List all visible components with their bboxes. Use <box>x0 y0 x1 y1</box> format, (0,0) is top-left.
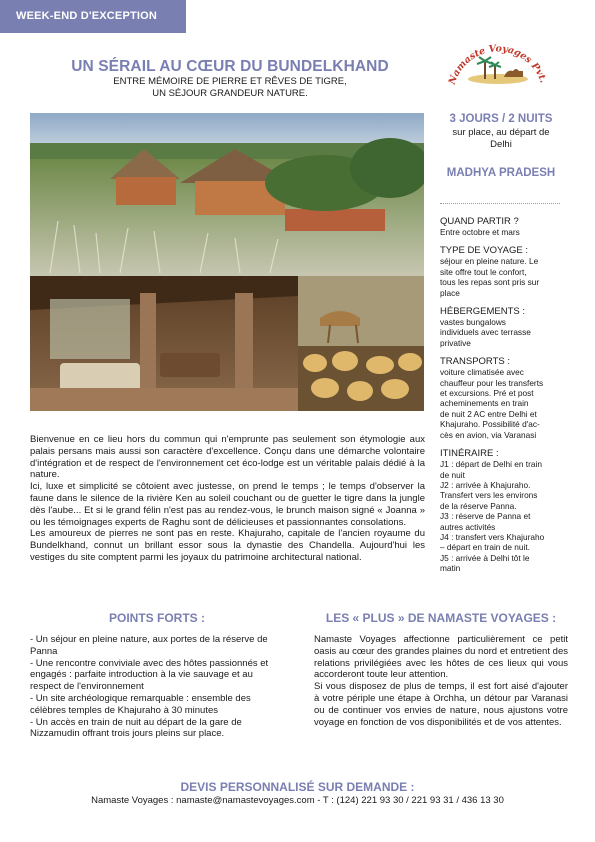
info-line: J3 : réserve de Panna et <box>440 511 531 522</box>
info-line: Transfert vers les environs <box>440 490 538 501</box>
info-heading: QUAND PARTIR ? <box>440 216 519 227</box>
points-forts-heading: POINTS FORTS : <box>109 611 205 625</box>
plus-paragraph: Si vous disposez de plus de temps, il est fort aisé d'ajouter à votre périple une étape à Orchha, un détour par Varanasi ou de continuer vos envies de nature, nous ajustons votre voyage en fonction de vos disponibilités et de vos attentes. <box>314 681 568 728</box>
info-line: Entre octobre et mars <box>440 227 520 237</box>
info-line: cès en avion, via Varanasi <box>440 429 537 440</box>
info-accommodation <box>440 306 570 348</box>
points-forts-list <box>30 634 284 740</box>
region-label: MADHYA PRADESH <box>446 167 556 179</box>
info-line: de la réserve Panna. <box>440 500 517 511</box>
info-line: acheminements en train <box>440 398 529 409</box>
duration-sub-line: Delhi <box>490 139 512 150</box>
duration-sub <box>436 127 566 151</box>
info-line: chauffeur pour les transferts <box>440 377 544 388</box>
info-line: J5 : arrivée à Delhi tôt le <box>440 552 530 563</box>
contact-line: Namaste Voyages : namaste@namastevoyages.com - T : (124) 221 93 30 / 221 93 31 / 436 13 30 <box>91 795 504 806</box>
body-paragraph: Les amoureux de pierres ne sont pas en reste. Khajuraho, capitale de l'ancien royaume du Bundelkhand, connut un brillant essor sous la dynastie des Chandella. Aujourd'hui les vestiges du site comptent parmi les joyaux du patrimoine architectural national. <box>30 528 425 563</box>
list-item: - Un séjour en pleine nature, aux portes de la réserve de Panna <box>30 634 268 657</box>
company-logo <box>444 35 552 95</box>
list-item: - Un site archéologique remarquable : ensemble des célèbres temples de Khajuraho à 30 minutes <box>30 692 251 716</box>
plus-heading: LES « PLUS » DE NAMASTE VOYAGES : <box>325 611 557 625</box>
hero-photo-collage <box>30 113 424 411</box>
page-title: UN SÉRAIL AU CŒUR DU BUNDELKHAND <box>71 58 389 75</box>
info-line: tous les repas sont pris sur <box>440 277 540 288</box>
info-trip-type <box>440 245 570 298</box>
subtitle-line: ENTRE MÉMOIRE DE PIERRE ET RÊVES DE TIGRE, <box>113 76 347 87</box>
info-line: et excursions. Pré et post <box>440 388 534 399</box>
article-body <box>30 434 425 564</box>
info-line: individuels avec terrasse <box>440 327 531 338</box>
svg-text:Namaste Voyages Pvt. Ltd: Namaste Voyages Pvt. <box>446 43 549 87</box>
info-line: – départ en train de nuit. <box>440 542 530 553</box>
duration-sub-line: sur place, au départ de <box>452 127 550 138</box>
info-line: J2 : arrivée à Khajuraho. <box>440 479 531 490</box>
info-line: place <box>440 287 460 298</box>
body-paragraph: Bienvenue en ce lieu hors du commun qui n'emprunte pas seulement son étymologie aux palais persans mais aussi son caractère d'excellence. Conçu dans une démarche volontaire d'intégration et de respect de l'environnement cet éco-lodge est un véritable palais dédié à la nature. <box>30 434 425 481</box>
info-line: matin <box>440 563 461 574</box>
info-heading: ITINÉRAIRE : <box>440 448 499 460</box>
info-line: de nuit <box>440 469 465 480</box>
subtitle-line: UN SÉJOUR GRANDEUR NATURE. <box>152 88 308 99</box>
info-line: vastes bungalows <box>440 317 506 328</box>
info-line: Khajuraho. Possibilité d'ac- <box>440 419 540 430</box>
info-line: privative <box>440 337 471 348</box>
section-badge: WEEK-END D'EXCEPTION <box>0 0 186 33</box>
info-heading: TYPE DE VOYAGE : <box>440 245 528 257</box>
info-heading: HÉBERGEMENTS : <box>440 306 525 318</box>
plus-text <box>314 634 568 728</box>
info-line: de nuit 2 AC entre Delhi et <box>440 408 537 419</box>
page-subtitle <box>30 76 430 100</box>
divider <box>440 203 560 204</box>
quote-heading: DEVIS PERSONNALISÉ SUR DEMANDE : <box>180 780 415 794</box>
plus-paragraph: Namaste Voyages affectionne particulièrement ce petit oasis au cœur des grandes plaines du nord et entretient des relations privilégiées avec les hôtes de ces lieux qui vous accorderont toute leur attention. <box>314 634 568 681</box>
info-line: séjour en pleine nature. Le <box>440 256 539 267</box>
info-line: voiture climatisée avec <box>440 367 524 378</box>
trip-duration <box>436 113 566 151</box>
list-item: - Une rencontre conviviale avec des hôtes passionnés et engagés : parfaite introduction à la vie sauvage et au respect de l'environnement <box>30 657 269 693</box>
info-itinerary <box>440 448 570 573</box>
duration-main: 3 JOURS / 2 NUITS <box>449 113 553 125</box>
info-transport <box>440 356 570 440</box>
trip-info-sidebar <box>440 216 570 582</box>
info-line: site offre tout le confort, <box>440 266 527 277</box>
info-line: J1 : départ de Delhi en train <box>440 459 542 470</box>
info-when <box>440 216 570 237</box>
info-line: J4 : transfert vers Khajuraho <box>440 531 545 542</box>
list-item: - Un accès en train de nuit au départ de la gare de Nizzamudin offrant trois jours pleins sur place. <box>30 716 242 740</box>
info-line: autres activités <box>440 521 496 532</box>
info-heading: TRANSPORTS : <box>440 356 511 368</box>
body-paragraph: Ici, luxe et simplicité se côtoient avec justesse, on prend le temps ; le temps d'observer la faune dans le silence de la rivière Ken au soleil couchant ou de guetter le tigre dans la jungle dès l'aube... Et si le grand félin n'est pas au rendez-vous, le brunch maison signé « Joanna » ou les témoignages experts de Raghu sont de délicieuses et passionnantes consolations. <box>30 481 425 528</box>
